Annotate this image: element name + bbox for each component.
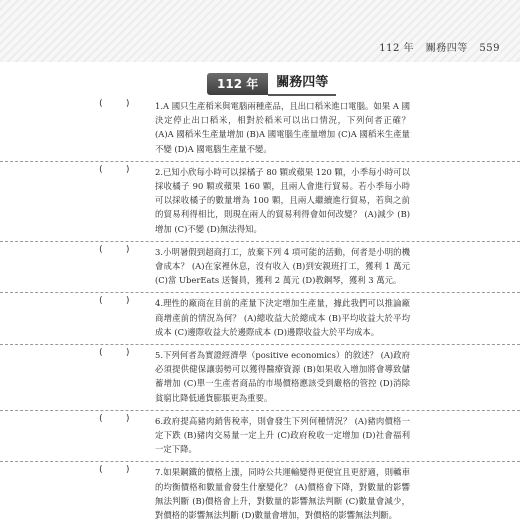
question-text: 5.下列何者為實證經濟學（positive economics）的敘述？ (A)政府必須提供健保讓弱勢可以獲得醫療資源 (B)如果收入增加將會導致儲蓄增加 (C)單一生產者商品的市場價格應該受到嚴格的管控 (D)消除貧窮比降低通貨膨脹更為重要。 <box>155 350 410 403</box>
answer-blank: ( ) <box>98 413 131 424</box>
question-item <box>0 411 520 463</box>
question-item <box>0 293 520 345</box>
running-head-subject: 關務四等 <box>425 43 468 54</box>
answer-blank: ( ) <box>98 465 131 476</box>
question-item <box>0 96 520 162</box>
section-title <box>207 73 336 95</box>
page-number: 559 <box>479 43 500 54</box>
running-head-year: 112 年 <box>379 43 415 54</box>
question-list <box>0 96 520 527</box>
question-text: 6.政府提高豬肉銷售稅率，則會發生下列何種情況？ (A)豬肉價格一定下跌 (B)豬肉交易量一定上升 (C)政府稅收一定增加 (D)社會福利一定下降。 <box>155 415 410 455</box>
answer-blank: ( ) <box>98 99 131 109</box>
answer-blank: ( ) <box>98 348 131 359</box>
question-text: 2.已知小欣每小時可以採橘子 80 顆或蘋果 120 顆，小季每小時可以採收橘子 90 顆或蘋果 160 顆，且兩人會進行貿易。若小季每小時可以採收橘子的數量增為 100 顆，且兩人繼續進行貿易，若與之前的貿易利得相比，則現在兩人的貿易利得會如何改變？ (A)減少 (B)增加 (C)不變 (D)無法得知。 <box>155 166 410 234</box>
question-item <box>0 162 520 242</box>
question-item <box>0 462 520 527</box>
question-item <box>0 242 520 294</box>
running-head <box>371 39 500 54</box>
title-text: 關務四等 <box>268 72 336 96</box>
answer-blank: ( ) <box>98 164 131 175</box>
answer-blank: ( ) <box>98 244 131 255</box>
question-item <box>0 345 520 411</box>
question-text: 1.A 國只生產稻米與電腦兩種產品，且出口稻米進口電腦。如果 A 國決定停止出口稻米，相對於稻米可以出口情況，下列何者正確？ (A)A 國稻米生產量增加 (B)A 國電腦生產量增加 (C)A 國稻米生產量不變 (D)A 國電腦生產量不變。 <box>155 101 410 154</box>
title-year-badge: 112 年 <box>207 73 268 95</box>
question-text: 3.小明暑假到超商打工，放棄下列 4 項可能的活動，何者是小明的機會成本？ (A)在家裡休息，沒有收入 (B)到安親班打工，獲利 1 萬元 (C)當 UberEats 送餐員，獲利 2 萬元 (D)教鋼琴，獲利 3 萬元。 <box>155 246 410 286</box>
question-text: 7.如果鋼鐵的價格上漲，同時公共運輸變得更便宜且更舒適，則轎車的均衡價格和數量會發生什麼變化？ (A)價格會下降，對數量的影響無法判斷 (B)價格會上升，對數量的影響無法判斷 (C)數量會減少，對價格的影響無法判斷 (D)數量會增加，對價格的影響無法判斷。 <box>155 467 410 521</box>
answer-blank: ( ) <box>98 296 131 307</box>
question-text: 4.理性的廠商在目前的產量下決定增加生產量，據此我們可以推論廠商增產前的情況為何？ (A)總收益大於總成本 (B)平均收益大於平均成本 (C)邊際收益大於邊際成本 (D)邊際收益大於平均成本。 <box>155 298 410 337</box>
